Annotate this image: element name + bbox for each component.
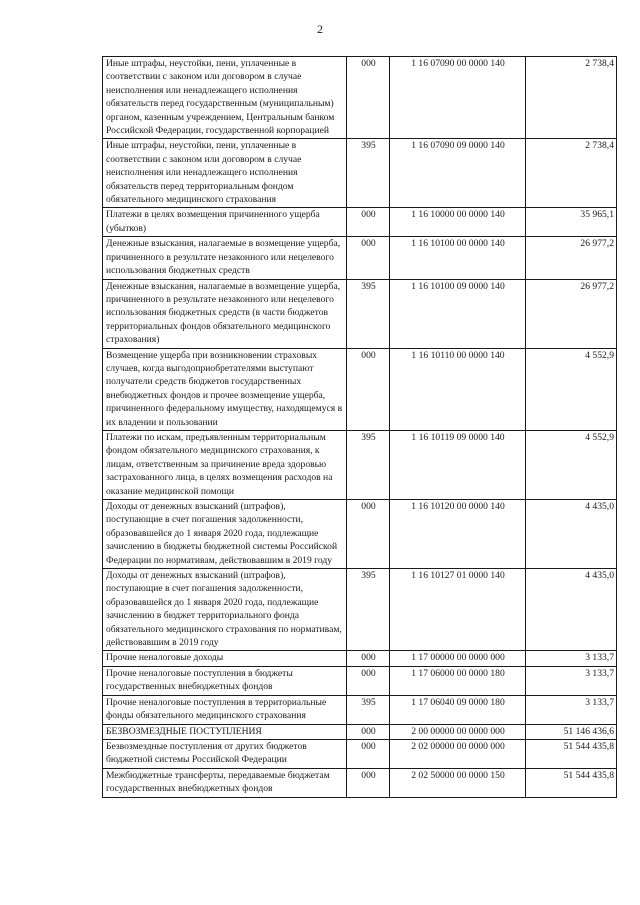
row-budget-code: 2 02 50000 00 0000 150 [390, 768, 526, 797]
row-amount: 51 146 436,6 [526, 724, 617, 739]
row-amount: 2 738,4 [526, 139, 617, 208]
row-name: БЕЗВОЗМЕЗДНЫЕ ПОСТУПЛЕНИЯ [103, 724, 347, 739]
row-amount: 4 435,0 [526, 500, 617, 569]
row-admin-code: 395 [347, 279, 390, 348]
table-row [103, 739, 617, 768]
row-admin-code: 395 [347, 139, 390, 208]
table-row [103, 651, 617, 666]
row-budget-code: 1 17 00000 00 0000 000 [390, 651, 526, 666]
row-name: Прочие неналоговые доходы [103, 651, 347, 666]
table-row [103, 724, 617, 739]
row-admin-code: 000 [347, 208, 390, 237]
row-amount: 3 133,7 [526, 651, 617, 666]
row-budget-code: 1 16 10000 00 0000 140 [390, 208, 526, 237]
row-admin-code: 000 [347, 237, 390, 279]
row-name: Прочие неналоговые поступления в территориальные фонды обязательного медицинского страхования [103, 695, 347, 724]
row-name: Межбюджетные трансферты, передаваемые бюджетам государственных внебюджетных фондов [103, 768, 347, 797]
row-name: Иные штрафы, неустойки, пени, уплаченные в соответствии с законом или договором в случае неисполнения или ненадлежащего исполнения обязательств перед государственным (муниципальным) органом, казенным учреждением, Центральным банком Российской Федерации, государственной корпорацией [103, 57, 347, 139]
table-row [103, 139, 617, 208]
row-name: Возмещение ущерба при возникновении страховых случаев, когда выгодоприобретателями выступают получатели средств бюджетов государственных внебюджетных фондов и прочее возмещение ущерба, причиненного федеральному имуществу, находящемуся в их владении и пользовании [103, 348, 347, 430]
row-name: Платежи в целях возмещения причиненного ущерба (убытков) [103, 208, 347, 237]
table-row [103, 695, 617, 724]
table-row [103, 237, 617, 279]
row-budget-code: 1 16 07090 09 0000 140 [390, 139, 526, 208]
row-budget-code: 2 02 00000 00 0000 000 [390, 739, 526, 768]
table-row [103, 348, 617, 430]
row-amount: 35 965,1 [526, 208, 617, 237]
row-name: Безвозмездные поступления от других бюджетов бюджетной системы Российской Федерации [103, 739, 347, 768]
table-row [103, 569, 617, 651]
row-admin-code: 000 [347, 500, 390, 569]
row-admin-code: 395 [347, 569, 390, 651]
revenue-table-body [103, 57, 617, 798]
row-amount: 2 738,4 [526, 57, 617, 139]
row-name: Прочие неналоговые поступления в бюджеты государственных внебюджетных фондов [103, 666, 347, 695]
row-amount: 4 435,0 [526, 569, 617, 651]
row-budget-code: 1 16 10119 09 0000 140 [390, 430, 526, 499]
row-amount: 51 544 435,8 [526, 768, 617, 797]
row-amount: 4 552,9 [526, 430, 617, 499]
row-admin-code: 000 [347, 57, 390, 139]
row-admin-code: 395 [347, 430, 390, 499]
table-row [103, 500, 617, 569]
row-budget-code: 1 16 10120 00 0000 140 [390, 500, 526, 569]
row-budget-code: 1 16 10110 00 0000 140 [390, 348, 526, 430]
row-amount: 26 977,2 [526, 237, 617, 279]
table-row [103, 430, 617, 499]
row-amount: 3 133,7 [526, 666, 617, 695]
row-amount: 3 133,7 [526, 695, 617, 724]
row-budget-code: 1 17 06040 09 0000 180 [390, 695, 526, 724]
row-admin-code: 000 [347, 348, 390, 430]
row-name: Денежные взыскания, налагаемые в возмещение ущерба, причиненного в результате незаконного или нецелевого использования бюджетных средств [103, 237, 347, 279]
table-row [103, 768, 617, 797]
row-name: Иные штрафы, неустойки, пени, уплаченные в соответствии с законом или договором в случае неисполнения или ненадлежащего исполнения обязательств перед территориальным фондом обязательного медицинского страхования [103, 139, 347, 208]
row-amount: 51 544 435,8 [526, 739, 617, 768]
row-admin-code: 000 [347, 724, 390, 739]
row-admin-code: 000 [347, 739, 390, 768]
row-budget-code: 1 16 10100 09 0000 140 [390, 279, 526, 348]
row-budget-code: 2 00 00000 00 0000 000 [390, 724, 526, 739]
row-name: Денежные взыскания, налагаемые в возмещение ущерба, причиненного в результате незаконного или нецелевого использования бюджетных средств (в части бюджетов территориальных фондов обязательного медицинского страхования) [103, 279, 347, 348]
row-admin-code: 000 [347, 666, 390, 695]
table-row [103, 57, 617, 139]
row-budget-code: 1 16 07090 00 0000 140 [390, 57, 526, 139]
row-name: Доходы от денежных взысканий (штрафов), поступающие в счет погашения задолженности, образовавшейся до 1 января 2020 года, подлежащие зачислению в бюджет территориального фонда обязательного медицинского страхования по нормативам, действовавшим в 2019 году [103, 569, 347, 651]
row-admin-code: 395 [347, 695, 390, 724]
row-name: Доходы от денежных взысканий (штрафов), поступающие в счет погашения задолженности, образовавшейся до 1 января 2020 года, подлежащие зачислению в бюджеты бюджетной системы Российской Федерации по нормативам, действовавшим в 2019 году [103, 500, 347, 569]
row-amount: 26 977,2 [526, 279, 617, 348]
row-budget-code: 1 16 10127 01 0000 140 [390, 569, 526, 651]
table-row [103, 279, 617, 348]
row-admin-code: 000 [347, 768, 390, 797]
table-row [103, 208, 617, 237]
row-budget-code: 1 16 10100 00 0000 140 [390, 237, 526, 279]
row-amount: 4 552,9 [526, 348, 617, 430]
row-name: Платежи по искам, предъявленным территориальным фондом обязательного медицинского страхования, к лицам, ответственным за причинение вреда здоровью застрахованного лица, в целях возмещения расходов на оказание медицинской помощи [103, 430, 347, 499]
row-admin-code: 000 [347, 651, 390, 666]
page-number: 2 [317, 22, 323, 36]
row-budget-code: 1 17 06000 00 0000 180 [390, 666, 526, 695]
revenue-table [102, 56, 617, 798]
table-row [103, 666, 617, 695]
